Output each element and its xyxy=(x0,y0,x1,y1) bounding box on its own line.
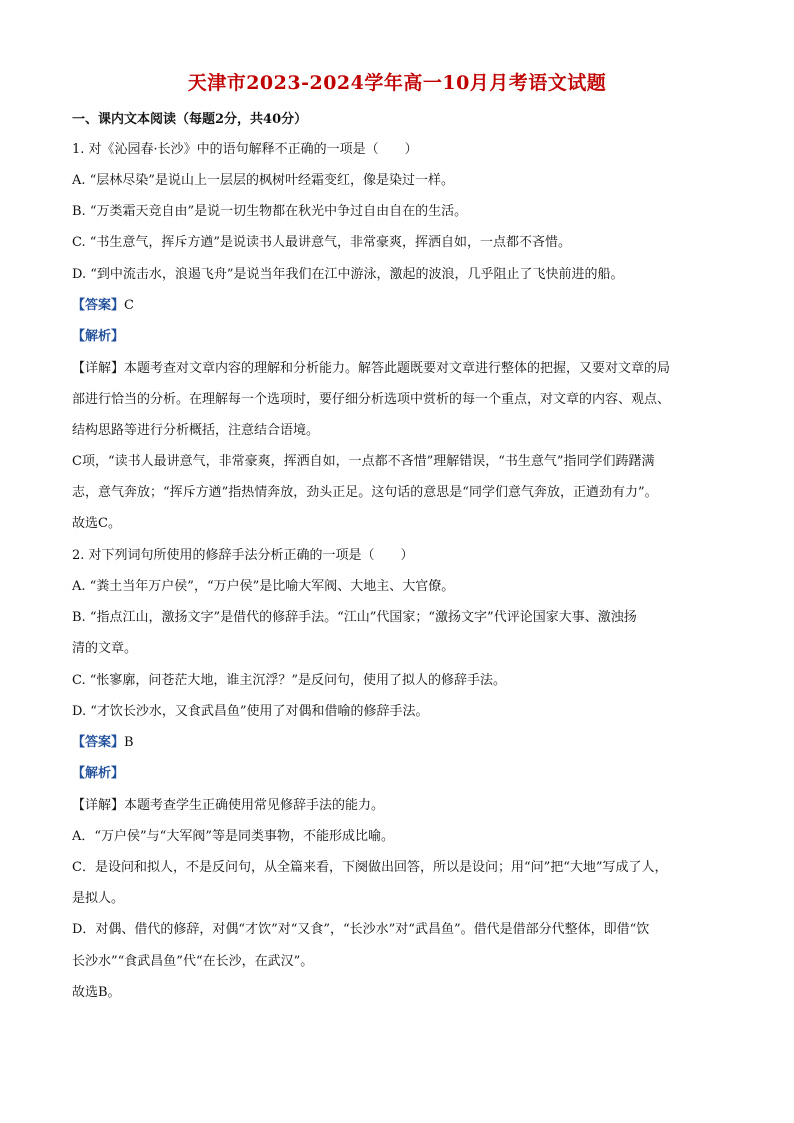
q1-analysis-tag xyxy=(72,328,722,346)
q2-option-b-cont: 清的文章。 xyxy=(72,641,138,656)
section-heading: 一、课内文本阅读（每题2分，共40分） xyxy=(72,112,308,127)
q1-stem: 1. 对《沁园春·长沙》中的语句解释不正确的一项是（ ） xyxy=(72,142,418,157)
page-title: 天津市2023-2024学年高一10月月考语文试题 xyxy=(187,72,607,94)
detail-text: 本题考查对文章内容的理解和分析能力。解答此题既要对文章进行整体的把握，又要对文章的局 xyxy=(124,361,671,376)
q1-option-b: B. “万类霜天竞自由”是说一切生物都在秋光中争过自由自在的生活。 xyxy=(72,204,468,219)
q2-detail-line xyxy=(72,797,722,815)
q1-detail-line: C项，“读书人最讲意气，非常豪爽，挥洒自如，一点都不吝惜”理解错误，“书生意气”指同学们踌躇满 xyxy=(72,454,655,469)
q1-answer xyxy=(72,297,722,315)
q1-option-a: A. “层林尽染”是说山上一层层的枫树叶经霜变红，像是染过一样。 xyxy=(72,173,454,188)
answer-value: B xyxy=(124,735,134,750)
q1-detail-line xyxy=(72,360,722,378)
q2-option-d: D. “才饮长沙水，又食武昌鱼”使用了对偶和借喻的修辞手法。 xyxy=(72,704,429,719)
q2-detail-line: 长沙水”“食武昌鱼”代“在长沙，在武汉”。 xyxy=(72,954,314,969)
q1-option-c: C. “书生意气，挥斥方遒”是说读书人最讲意气，非常豪爽，挥洒自如，一点都不吝惜。 xyxy=(72,235,572,250)
q2-option-a: A. “粪土当年万户侯”，“万户侯”是比喻大军阀、大地主、大官僚。 xyxy=(72,579,455,594)
q1-conclusion: 故选C。 xyxy=(72,516,121,531)
detail-tag: 【详解】 xyxy=(72,361,125,376)
q2-conclusion: 故选B。 xyxy=(72,985,121,1000)
q1-detail-line: 志，意气奔放；“挥斥方遒”指热情奔放，劲头正足。这句话的意思是“同学们意气奔放，正遒劲有力”。 xyxy=(72,485,658,500)
q2-detail-line: 是拟人。 xyxy=(72,891,125,906)
analysis-tag: 【解析】 xyxy=(72,329,125,344)
q2-detail-line: C．是设问和拟人，不是反问句，从全篇来看，下阕做出回答，所以是设问；用“问”把“大地”写成了人， xyxy=(72,860,668,875)
q2-option-c: C. “怅寥廓，问苍茫大地，谁主沉浮？”是反问句，使用了拟人的修辞手法。 xyxy=(72,673,507,688)
detail-text: 本题考查学生正确使用常见修辞手法的能力。 xyxy=(124,798,385,813)
q1-detail-line: 结构思路等进行分析概括，注意结合语境。 xyxy=(72,423,320,438)
q2-analysis-tag xyxy=(72,765,722,783)
answer-value: C xyxy=(124,298,134,313)
answer-tag: 【答案】 xyxy=(72,735,125,750)
q2-detail-line: A．“万户侯”与“大军阀”等是同类事物，不能形成比喻。 xyxy=(72,829,394,844)
answer-tag: 【答案】 xyxy=(72,298,125,313)
q2-answer xyxy=(72,734,722,752)
q2-detail-line: D．对偶、借代的修辞，对偶“才饮”对“又食”，“长沙水”对“武昌鱼”。借代是借部分代整体，即借“饮 xyxy=(72,922,650,937)
q1-option-d: D. “到中流击水，浪遏飞舟”是说当年我们在江中游泳，激起的波浪，几乎阻止了飞快前进的船。 xyxy=(72,267,624,282)
q1-detail-line: 部进行恰当的分析。在理解每一个选项时，要仔细分析选项中赏析的每一个重点，对文章的内容、观点、 xyxy=(72,392,671,407)
q2-option-b: B. “指点江山，激扬文字”是借代的修辞手法。“江山”代国家；“激扬文字”代评论国家大事、激浊扬 xyxy=(72,610,637,625)
q2-stem: 2. 对下列词句所使用的修辞手法分析正确的一项是（ ） xyxy=(72,548,414,563)
detail-tag: 【详解】 xyxy=(72,798,125,813)
analysis-tag: 【解析】 xyxy=(72,766,125,781)
